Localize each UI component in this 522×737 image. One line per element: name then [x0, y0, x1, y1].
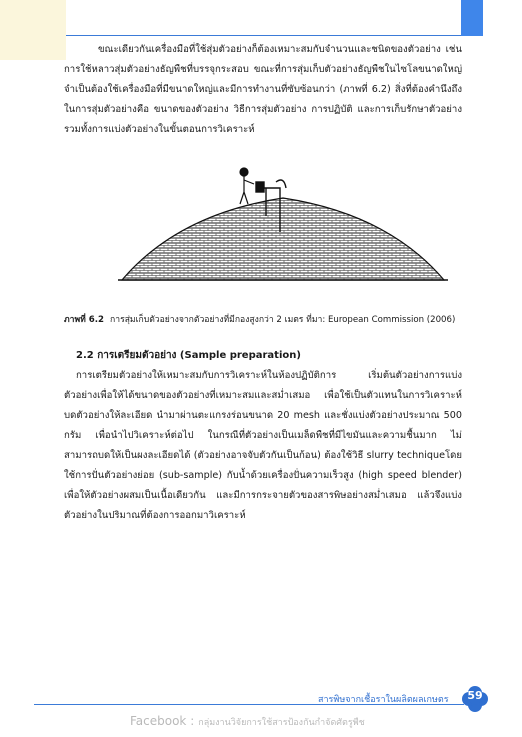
body-paragraph-2: การเตรียมตัวอย่างให้เหมาะสมกับการวิเคราะห์ในห้องปฏิบัติการ เริ่มต้นตัวอย่างการแบ่งตัวอย่างเพื่อให้ได้ขนาดของตัวอย่างที่เหมาะสมและสม่ำเสมอ เพื่อใช้เป็นตัวแทนในการวิเคราะห์ บดตัวอย่างให้ละเอียด นำมาผ่านตะแกรงร่อนขนาด 20 mesh และชั่งแบ่งตัวอย่างประมาณ 500 กรัม เพื่อนำไปวิเคราะห์ต่อไป ในกรณีที่ตัวอย่างเป็นเมล็ดพืชที่มีไขมันและความชื้นมาก ไม่สามารถบดให้เป็นผงละเอียดได้ (ตัวอย่างอาจจับตัวกันเป็นก้อน) ต้องใช้วิธี slurry techniqueโดยใช้การปั่นตัวอย่างย่อย (sub-sample) กับน้ำด้วยเครื่องปั่นความเร็วสูง (high speed blender) เพื่อให้ตัวอย่างผสมเป็นเนื้อเดียวกัน และมีการกระจายตัวของสารพิษอย่างสม่ำเสมอ แล้วจึงแบ่งตัวอย่างในปริมาณที่ต้องการออกมาวิเคราะห์ — [64, 370, 462, 521]
figure-caption-label: ภาพที่ 6.2 — [64, 315, 105, 325]
page-number: 59 — [467, 689, 483, 702]
header-rule — [66, 35, 461, 36]
body-paragraph-1: ขณะเดียวกันเครื่องมือที่ใช้สุ่มตัวอย่างก็ต้องเหมาะสมกับจำนวนและชนิดของตัวอย่าง เช่น การใช้หลาวสุ่มตัวอย่างธัญพืชที่บรรจุกระสอบ ขณะที่การสุ่มเก็บตัวอย่างธัญพืชในไซโลขนาดใหญ่จำเป็นต้องใช้เครื่องมือที่มีขนาดใหญ่และมีการทำงานที่ซับซ้อนกว่า (ภาพที่ 6.2) สิ่งที่ต้องคำนึงถึงในการสุ่มตัวอย่างคือ ขนาดของตัวอย่าง วิธีการสุ่มตัวอย่าง การปฏิบัติ และการเก็บรักษาตัวอย่าง รวมทั้งการแบ่งตัวอย่างในขั้นตอนการวิเคราะห์ — [64, 44, 462, 135]
footer-book-title: สารพิษจากเชื้อราในผลิตผลเกษตร — [318, 695, 449, 705]
watermark-text: กลุ่มงานวิจัยการใช้สารป้องกันกำจัดศัตรูพืช — [198, 718, 365, 728]
watermark-brand: Facebook : — [130, 714, 195, 728]
section-heading: 2.2 การเตรียมตัวอย่าง (Sample preparation) — [76, 350, 301, 361]
header-accent-bar — [461, 0, 483, 36]
watermark — [130, 714, 365, 729]
operator-figure — [240, 168, 254, 204]
figure-grain-pile-sampling — [118, 158, 448, 298]
grain-pile — [122, 198, 444, 280]
corner-tab — [0, 0, 66, 60]
figure-caption-text: การสุ่มเก็บตัวอย่างจากตัวอย่างที่มีกองสูงกว่า 2 เมตร ที่มา: European Commission (2006) — [110, 315, 456, 325]
figure-caption — [64, 312, 464, 326]
